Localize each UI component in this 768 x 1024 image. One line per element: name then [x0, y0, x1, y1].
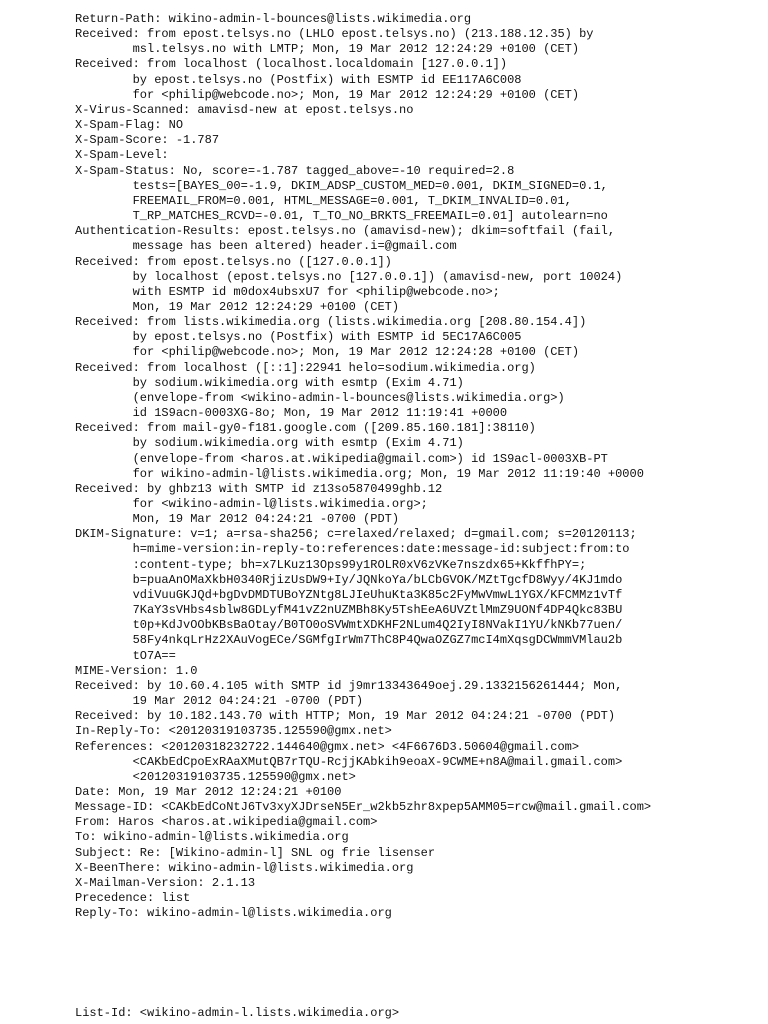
header-line: (envelope-from <wikino-admin-l-bounces@lists.wikimedia.org>) — [75, 390, 565, 405]
header-line: t0p+KdJvOObKBsBaOtay/B0TO0oSVWmtXDKHF2NLum4Q2IyI8NVakI1YU/kNKb77uen/ — [75, 618, 623, 633]
header-line: message has been altered) header.i=@gmail.com — [75, 239, 457, 254]
header-line: X-Virus-Scanned: amavisd-new at epost.telsys.no — [75, 102, 414, 117]
header-line: Received: from epost.telsys.no ([127.0.0.1]) — [75, 254, 392, 269]
header-line: b=puaAnOMaXkbH0340RjizUsDW9+Iy/JQNkoYa/bLCbGVOK/MZtTgcfD8Wyy/4KJ1mdo — [75, 572, 623, 587]
header-line: FREEMAIL_FROM=0.001, HTML_MESSAGE=0.001, T_DKIM_INVALID=0.01, — [75, 193, 572, 208]
header-line: for <wikino-admin-l@lists.wikimedia.org>; — [75, 497, 428, 511]
header-line: Message-ID: <CAKbEdCoNtJ6Tv3xyXJDrseN5Er_w2kb5zhr8xpep5AMM05=rcw@mail.gmail.com> — [75, 800, 652, 815]
header-line: by epost.telsys.no (Postfix) with ESMTP id 5EC17A6C005 — [75, 330, 522, 345]
header-line: X-Spam-Status: No, score=-1.787 tagged_above=-10 required=2.8 — [75, 163, 515, 178]
header-line: Mon, 19 Mar 2012 04:24:21 -0700 (PDT) — [75, 512, 400, 527]
header-line: To: wikino-admin-l@lists.wikimedia.org — [75, 830, 349, 845]
header-line: Subject: Re: [Wikino-admin-l] SNL og frie lisenser — [75, 845, 436, 860]
header-line: vdiVuuGKJQd+bgDvDMDTUBoYZNtg8LJIeUhuKta3K85c2FyMwVmwL1YGX/KFCMMz1vTf — [75, 587, 623, 602]
header-line: Received: by 10.60.4.105 with SMTP id j9mr13343649oej.29.1332156261444; Mon, — [75, 678, 623, 693]
header-line: <CAKbEdCpoExRAaXMutQB7rTQU-RcjjKAbkih9eoaX-9CWME+n8A@mail.gmail.com> — [75, 754, 623, 769]
header-line: Received: by 10.182.143.70 with HTTP; Mon, 19 Mar 2012 04:24:21 -0700 (PDT) — [75, 709, 616, 724]
header-line: Received: from mail-gy0-f181.google.com ([209.85.160.181]:38110) — [75, 421, 536, 436]
header-line: Received: by ghbz13 with SMTP id z13so5870499ghb.12 — [75, 481, 443, 496]
header-line: by localhost (epost.telsys.no [127.0.0.1]) (amavisd-new, port 10024) — [75, 269, 623, 284]
header-line: X-Mailman-Version: 2.1.13 — [75, 875, 256, 890]
header-line: id 1S9acn-0003XG-8o; Mon, 19 Mar 2012 11:19:41 +0000 — [75, 406, 508, 421]
email-footer-block — [75, 1006, 399, 1021]
header-line: by sodium.wikimedia.org with esmtp (Exim 4.71) — [75, 436, 464, 451]
header-line: Mon, 19 Mar 2012 12:24:29 +0100 (CET) — [75, 299, 400, 314]
header-line: Precedence: list — [75, 891, 191, 906]
header-line: Received: from localhost ([::1]:22941 helo=sodium.wikimedia.org) — [75, 360, 536, 375]
header-line: h=mime-version:in-reply-to:references:date:message-id:subject:from:to — [75, 542, 630, 557]
header-line: X-Spam-Level: — [75, 148, 169, 163]
header-line: Reply-To: wikino-admin-l@lists.wikimedia.org — [75, 906, 392, 921]
header-line: 58Fy4nkqLrHz2XAuVogECe/SGMfgIrWm7ThC8P4QwaOZGZ7mcI4mXqsgDCWmmVMlau2b — [75, 633, 623, 648]
header-line: for <philip@webcode.no>; Mon, 19 Mar 2012 12:24:28 +0100 (CET) — [75, 345, 580, 360]
header-line: From: Haros <haros.at.wikipedia@gmail.com> — [75, 815, 378, 830]
header-line: for wikino-admin-l@lists.wikimedia.org; Mon, 19 Mar 2012 11:19:40 +0000 — [75, 466, 644, 481]
header-line: Return-Path: wikino-admin-l-bounces@lists.wikimedia.org — [75, 12, 472, 26]
header-line: Authentication-Results: epost.telsys.no (amavisd-new); dkim=softfail (fail, — [75, 224, 616, 239]
header-line: DKIM-Signature: v=1; a=rsa-sha256; c=relaxed/relaxed; d=gmail.com; s=20120113; — [75, 527, 637, 542]
header-line: X-Spam-Score: -1.787 — [75, 133, 220, 148]
header-line: tests=[BAYES_00=-1.9, DKIM_ADSP_CUSTOM_MED=0.001, DKIM_SIGNED=0.1, — [75, 178, 608, 193]
header-line: (envelope-from <haros.at.wikipedia@gmail.com>) id 1S9acl-0003XB-PT — [75, 451, 608, 466]
header-line: tO7A== — [75, 648, 176, 663]
header-line: X-Spam-Flag: NO — [75, 118, 184, 133]
header-line: X-BeenThere: wikino-admin-l@lists.wikimedia.org — [75, 860, 414, 875]
header-line: MIME-Version: 1.0 — [75, 663, 198, 678]
header-line: :content-type; bh=x7LKuz13Ops99y1ROLR0xV6zVKe7nszdx65+KkffhPY=; — [75, 557, 587, 572]
header-line: by epost.telsys.no (Postfix) with ESMTP id EE117A6C008 — [75, 72, 522, 87]
header-line: <20120319103735.125590@gmx.net> — [75, 769, 356, 784]
header-line: 7KaY3sVHbs4sblw8GDLyfM41vZ2nUZMBh8Ky5TshEeA6UVZtlMmZ9UONf4DP4Qkc83BU — [75, 603, 623, 618]
header-line: Received: from lists.wikimedia.org (lists.wikimedia.org [208.80.154.4]) — [75, 315, 587, 330]
header-line: T_RP_MATCHES_RCVD=-0.01, T_TO_NO_BRKTS_FREEMAIL=0.01] autolearn=no — [75, 209, 608, 224]
header-line: References: <20120318232722.144640@gmx.net> <4F6676D3.50604@gmail.com> — [75, 739, 580, 754]
header-line: with ESMTP id m0dox4ubsxU7 for <philip@webcode.no>; — [75, 284, 500, 299]
header-line: for <philip@webcode.no>; Mon, 19 Mar 2012 12:24:29 +0100 (CET) — [75, 87, 580, 102]
header-line: In-Reply-To: <20120319103735.125590@gmx.net> — [75, 724, 392, 739]
header-line: Received: from localhost (localhost.localdomain [127.0.0.1]) — [75, 57, 508, 72]
header-line: Date: Mon, 19 Mar 2012 12:24:21 +0100 — [75, 784, 342, 799]
footer-line: List-Id: <wikino-admin-l.lists.wikimedia.org> — [75, 1006, 400, 1020]
header-line: msl.telsys.no with LMTP; Mon, 19 Mar 2012 12:24:29 +0100 (CET) — [75, 42, 580, 57]
header-line: 19 Mar 2012 04:24:21 -0700 (PDT) — [75, 694, 364, 709]
email-header-block — [75, 12, 651, 921]
header-line: by sodium.wikimedia.org with esmtp (Exim 4.71) — [75, 375, 464, 390]
header-line: Received: from epost.telsys.no (LHLO epost.telsys.no) (213.188.12.35) by — [75, 27, 594, 42]
